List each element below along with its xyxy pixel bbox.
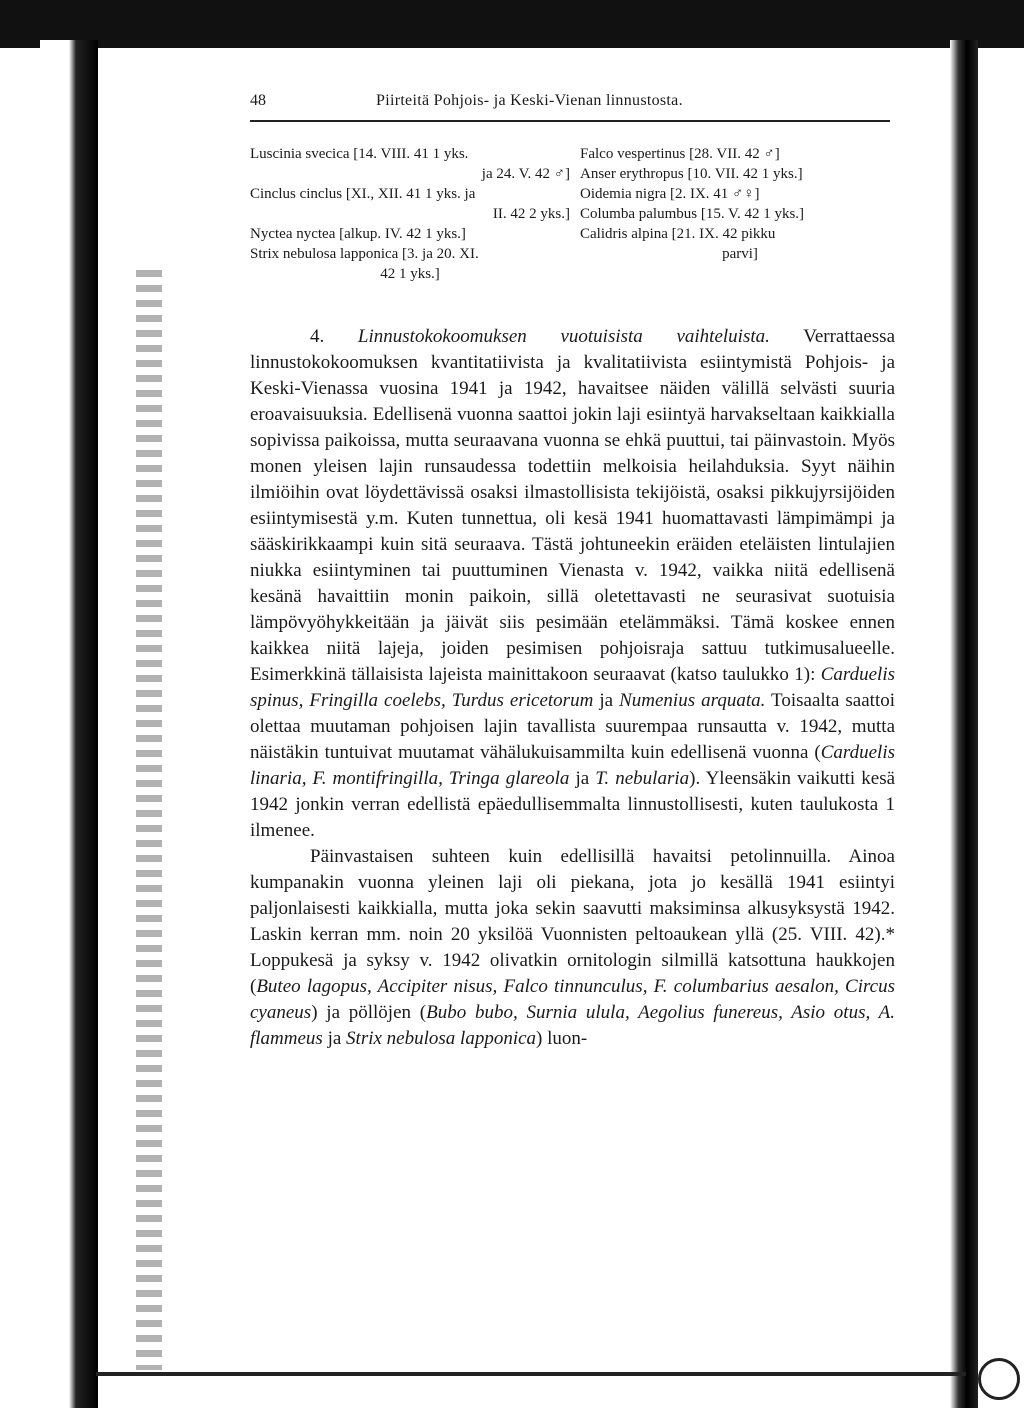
scan-border-top bbox=[0, 0, 1024, 48]
species-names: Carduelis linaria, F. montifringilla, Tringa glareola bbox=[250, 742, 895, 789]
species-entry bbox=[250, 184, 570, 224]
paragraph-text: ) ja pöllöjen ( bbox=[311, 1002, 427, 1023]
scan-border-bottom bbox=[96, 1372, 966, 1376]
species-names: Buteo lagopus, Accipiter nisus, Falco tinnunculus, F. columbarius aesalon, Circus cyaneus bbox=[250, 976, 895, 1023]
entry-continuation: ja 24. V. 42 ♂] bbox=[481, 166, 570, 182]
species-names: T. nebularia bbox=[595, 768, 690, 789]
species-entry bbox=[580, 144, 900, 164]
entry-text: Oidemia nigra [2. IX. 41 ♂♀] bbox=[580, 186, 760, 202]
entry-continuation: parvi] bbox=[722, 246, 758, 262]
paragraph-birds-of-prey bbox=[250, 844, 895, 1052]
section-number: 4. bbox=[310, 326, 325, 347]
species-entry bbox=[250, 244, 570, 284]
species-names: Bubo bubo, Surnia ulula, Aegolius funereus, Asio otus, A. flammeus bbox=[250, 1002, 895, 1049]
page-number: 48 bbox=[250, 92, 266, 109]
header-rule bbox=[250, 120, 890, 122]
entry-continuation: 42 1 yks.] bbox=[380, 266, 440, 282]
scan-border-right bbox=[950, 40, 978, 1408]
species-entry bbox=[580, 224, 900, 264]
entry-text: Luscinia svecica [14. VIII. 41 1 yks. bbox=[250, 146, 469, 162]
species-list-left bbox=[250, 144, 570, 284]
paragraph-text: ja bbox=[322, 1028, 347, 1049]
paragraph-text: Päinvastaisen suhteen kuin edellisillä havaitsi petolinnuilla. Ainoa kumpanakin vuonna yleinen laji oli piekana, jota jo kesällä 1941 esiintyi paljonlaisesti kaikkialla, mutta joka sekin saavutti maksiminsa alkusyksystä 1942. Laskin kerran mm. noin 20 yksilöä Vuonnisten peltoaukean yllä (25. VIII. 42).* Loppukesä ja syksy v. 1942 olivatkin ornitologin silmillä katsottuna haukkojen ( bbox=[250, 846, 895, 997]
entry-text: Columba palumbus [15. V. 42 1 yks.] bbox=[580, 206, 805, 222]
entry-text: Calidris alpina [21. IX. 42 pikku bbox=[580, 226, 776, 242]
species-entry bbox=[580, 164, 900, 184]
paragraph-text: ja bbox=[593, 690, 620, 711]
paragraph-text: Toisaalta saattoi olettaa muutaman pohjoisen lajin tavallista suurempaa runsautta v. 1942, mutta näistäkin tuntuivat muutamat vähälukuisammilta kuin edellisenä vuonna ( bbox=[250, 690, 896, 763]
scan-border-left bbox=[40, 40, 98, 1408]
paragraph-text: ja bbox=[569, 768, 596, 789]
entry-text: Anser erythropus [10. VII. 42 1 yks.] bbox=[580, 166, 803, 182]
species-names: Strix nebulosa lapponica bbox=[346, 1028, 537, 1049]
species-entry bbox=[250, 224, 570, 244]
section-heading: Linnustokokoomuksen vuotuisista vaihteluista. bbox=[357, 326, 770, 347]
page-header bbox=[250, 92, 890, 122]
species-names: Numenius arquata. bbox=[619, 690, 766, 711]
body-text bbox=[250, 324, 895, 1052]
species-entry bbox=[250, 144, 570, 184]
species-entry bbox=[580, 204, 900, 224]
species-list-right bbox=[580, 144, 900, 264]
entry-text: Falco vespertinus [28. VII. 42 ♂] bbox=[580, 146, 780, 162]
paragraph-text: ) luon- bbox=[536, 1028, 588, 1049]
paragraph-text: ). Yleensäkin vaikutti kesä 1942 jonkin verran edellistä epäedullisemmalta linnustollisesti, kuten taulukosta 1 ilmenee. bbox=[250, 768, 896, 841]
paragraph-text: Verrattaessa linnustokokoomuksen kvantitatiivista ja kvalitatiivista esiintymistä Pohjois- ja Keski-Vienassa vuosina 1941 ja 1942, havaitsee näiden välillä selvästi suuria eroavaisuuksia. Edellisenä vuonna saattoi jokin laji esiintyä harvakseltaan kaikkialla sopivissa paikoissa, mutta seuraavana vuonna se ehkä puuttui, tai päinvastoin. Myös monen yleisen lajin runsaudessa todettiin melkoisia heilahduksia. Syyt näihin ilmiöihin ovat löydettävissä osaksi ilmastollisista tekijöistä, osaksi pikkujyrsijöiden esiintymisestä y.m. Kuten tunnettua, oli kesä 1941 huomattavasti lämpimämpi ja sääskirikkaampi kuin sitä seuraava. Tästä johtuneekin eräiden eteläisten lintulajien niukka esiintyminen tai puuttuminen Vienasta v. 1942, vaikka niitä edellisenä kesänä havaittiin monin paikoin, sillä oletettavasti ne seurasivat suotuisia lämpövyöhykkeitään ja jäivät siis pesimään etelämmäksi. Tämä koskee ennen kaikkea niitä lajeja, joiden pesimisen pohjoisraja sattuu tutkimusalueelle. Esimerkkinä tällaisista lajeista mainittakoon seuraavat (katso taulukko 1): bbox=[250, 326, 895, 685]
paragraph-annual-variation bbox=[250, 324, 895, 844]
species-names: Carduelis spinus, Fringilla coelebs, Turdus ericetorum bbox=[250, 664, 895, 711]
entry-continuation: II. 42 2 yks.] bbox=[492, 206, 570, 222]
entry-text: Nyctea nyctea [alkup. IV. 42 1 yks.] bbox=[250, 226, 466, 242]
entry-text: Cinclus cinclus [XI., XII. 41 1 yks. ja bbox=[250, 186, 476, 202]
species-entry bbox=[580, 184, 900, 204]
scan-artifact-circle bbox=[978, 1358, 1020, 1400]
running-title: Piirteitä Pohjois- ja Keski-Vienan linnustosta. bbox=[376, 92, 683, 109]
entry-text: Strix nebulosa lapponica [3. ja 20. XI. bbox=[250, 246, 479, 262]
scan-artifact-left bbox=[136, 270, 162, 1370]
